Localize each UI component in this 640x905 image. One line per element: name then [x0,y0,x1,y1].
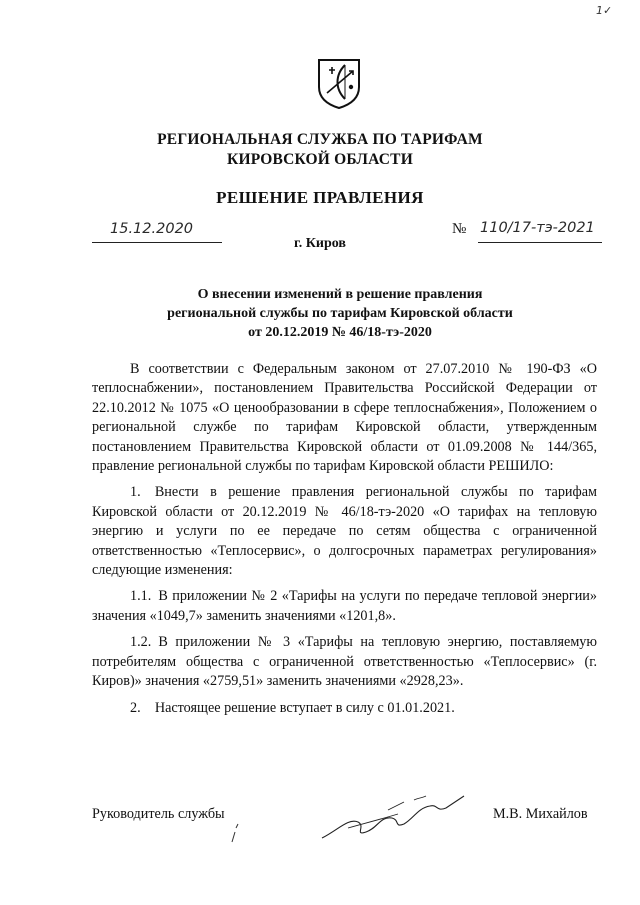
signatory-position: Руководитель службы [92,806,225,822]
subject-line-3: от 20.12.2019 № 46/18-тэ-2020 [248,325,432,340]
preamble-paragraph: В соответствии с Федеральным законом от 27.07.2010 № 190-ФЗ «О теплоснабжении», постановлением Правительства Российской Федерации от 22.10.2012 № 1075 «О ценообразовании в сфере теплоснабжения», Положением о региональной службе по тарифам Кировской области, утвержденным постановлением Правительства Кировской области от 01.09.2008 № 144/365, правление региональной службы по тарифам Кировской области РЕШИЛО: [92,361,597,475]
document-date: 15.12.2020 [110,221,194,237]
number-sign: № [452,221,467,237]
document-subject [90,285,590,342]
org-name-line-2: КИРОВСКОЙ ОБЛАСТИ [227,151,413,168]
document-title: РЕШЕНИЕ ПРАВЛЕНИЯ [216,188,424,207]
org-name-line-1: РЕГИОНАЛЬНАЯ СЛУЖБА ПО ТАРИФАМ [157,131,483,148]
subject-line-1: О внесении изменений в решение правления [197,287,483,302]
subject-line-2: региональной службы по тарифам Кировской области [167,306,513,321]
handwritten-tick-mark [230,822,242,844]
document-body [92,360,597,718]
clause-2: 2. Настоящее решение вступает в силу с 01.01.2021. [130,699,455,716]
document-number: 110/17-тэ-2021 [480,220,595,236]
kirov-coat-of-arms-icon [315,57,363,109]
clause-1-1: 1.1. В приложении № 2 «Тарифы на услуги по передаче тепловой энергии» значения «1049,7» заменить значениями «1201,8». [92,588,597,624]
handwritten-page-mark: 1✓ [596,4,613,17]
handwritten-signature [318,788,468,848]
signatory-name: М.В. Михайлов [493,806,588,822]
clause-1-2: 1.2. В приложении № 3 «Тарифы на тепловую энергию, поставляемую потребителям общества с ограниченной ответственностью «Теплосервис» (г. Киров)» значения «2759,51» заменить значениями «2928,23». [92,634,597,690]
clause-1: 1. Внести в решение правления региональной службы по тарифам Кировской области от 20.12.2019 № 46/18-тэ-2020 «О тарифах на тепловую энергию и услуги по ее передаче по сетям общества с ограниченной ответственностью «Теплосервис», о долгосрочных параметрах регулирования» следующие изменения: [92,484,597,579]
city-label: г. Киров [294,236,346,251]
